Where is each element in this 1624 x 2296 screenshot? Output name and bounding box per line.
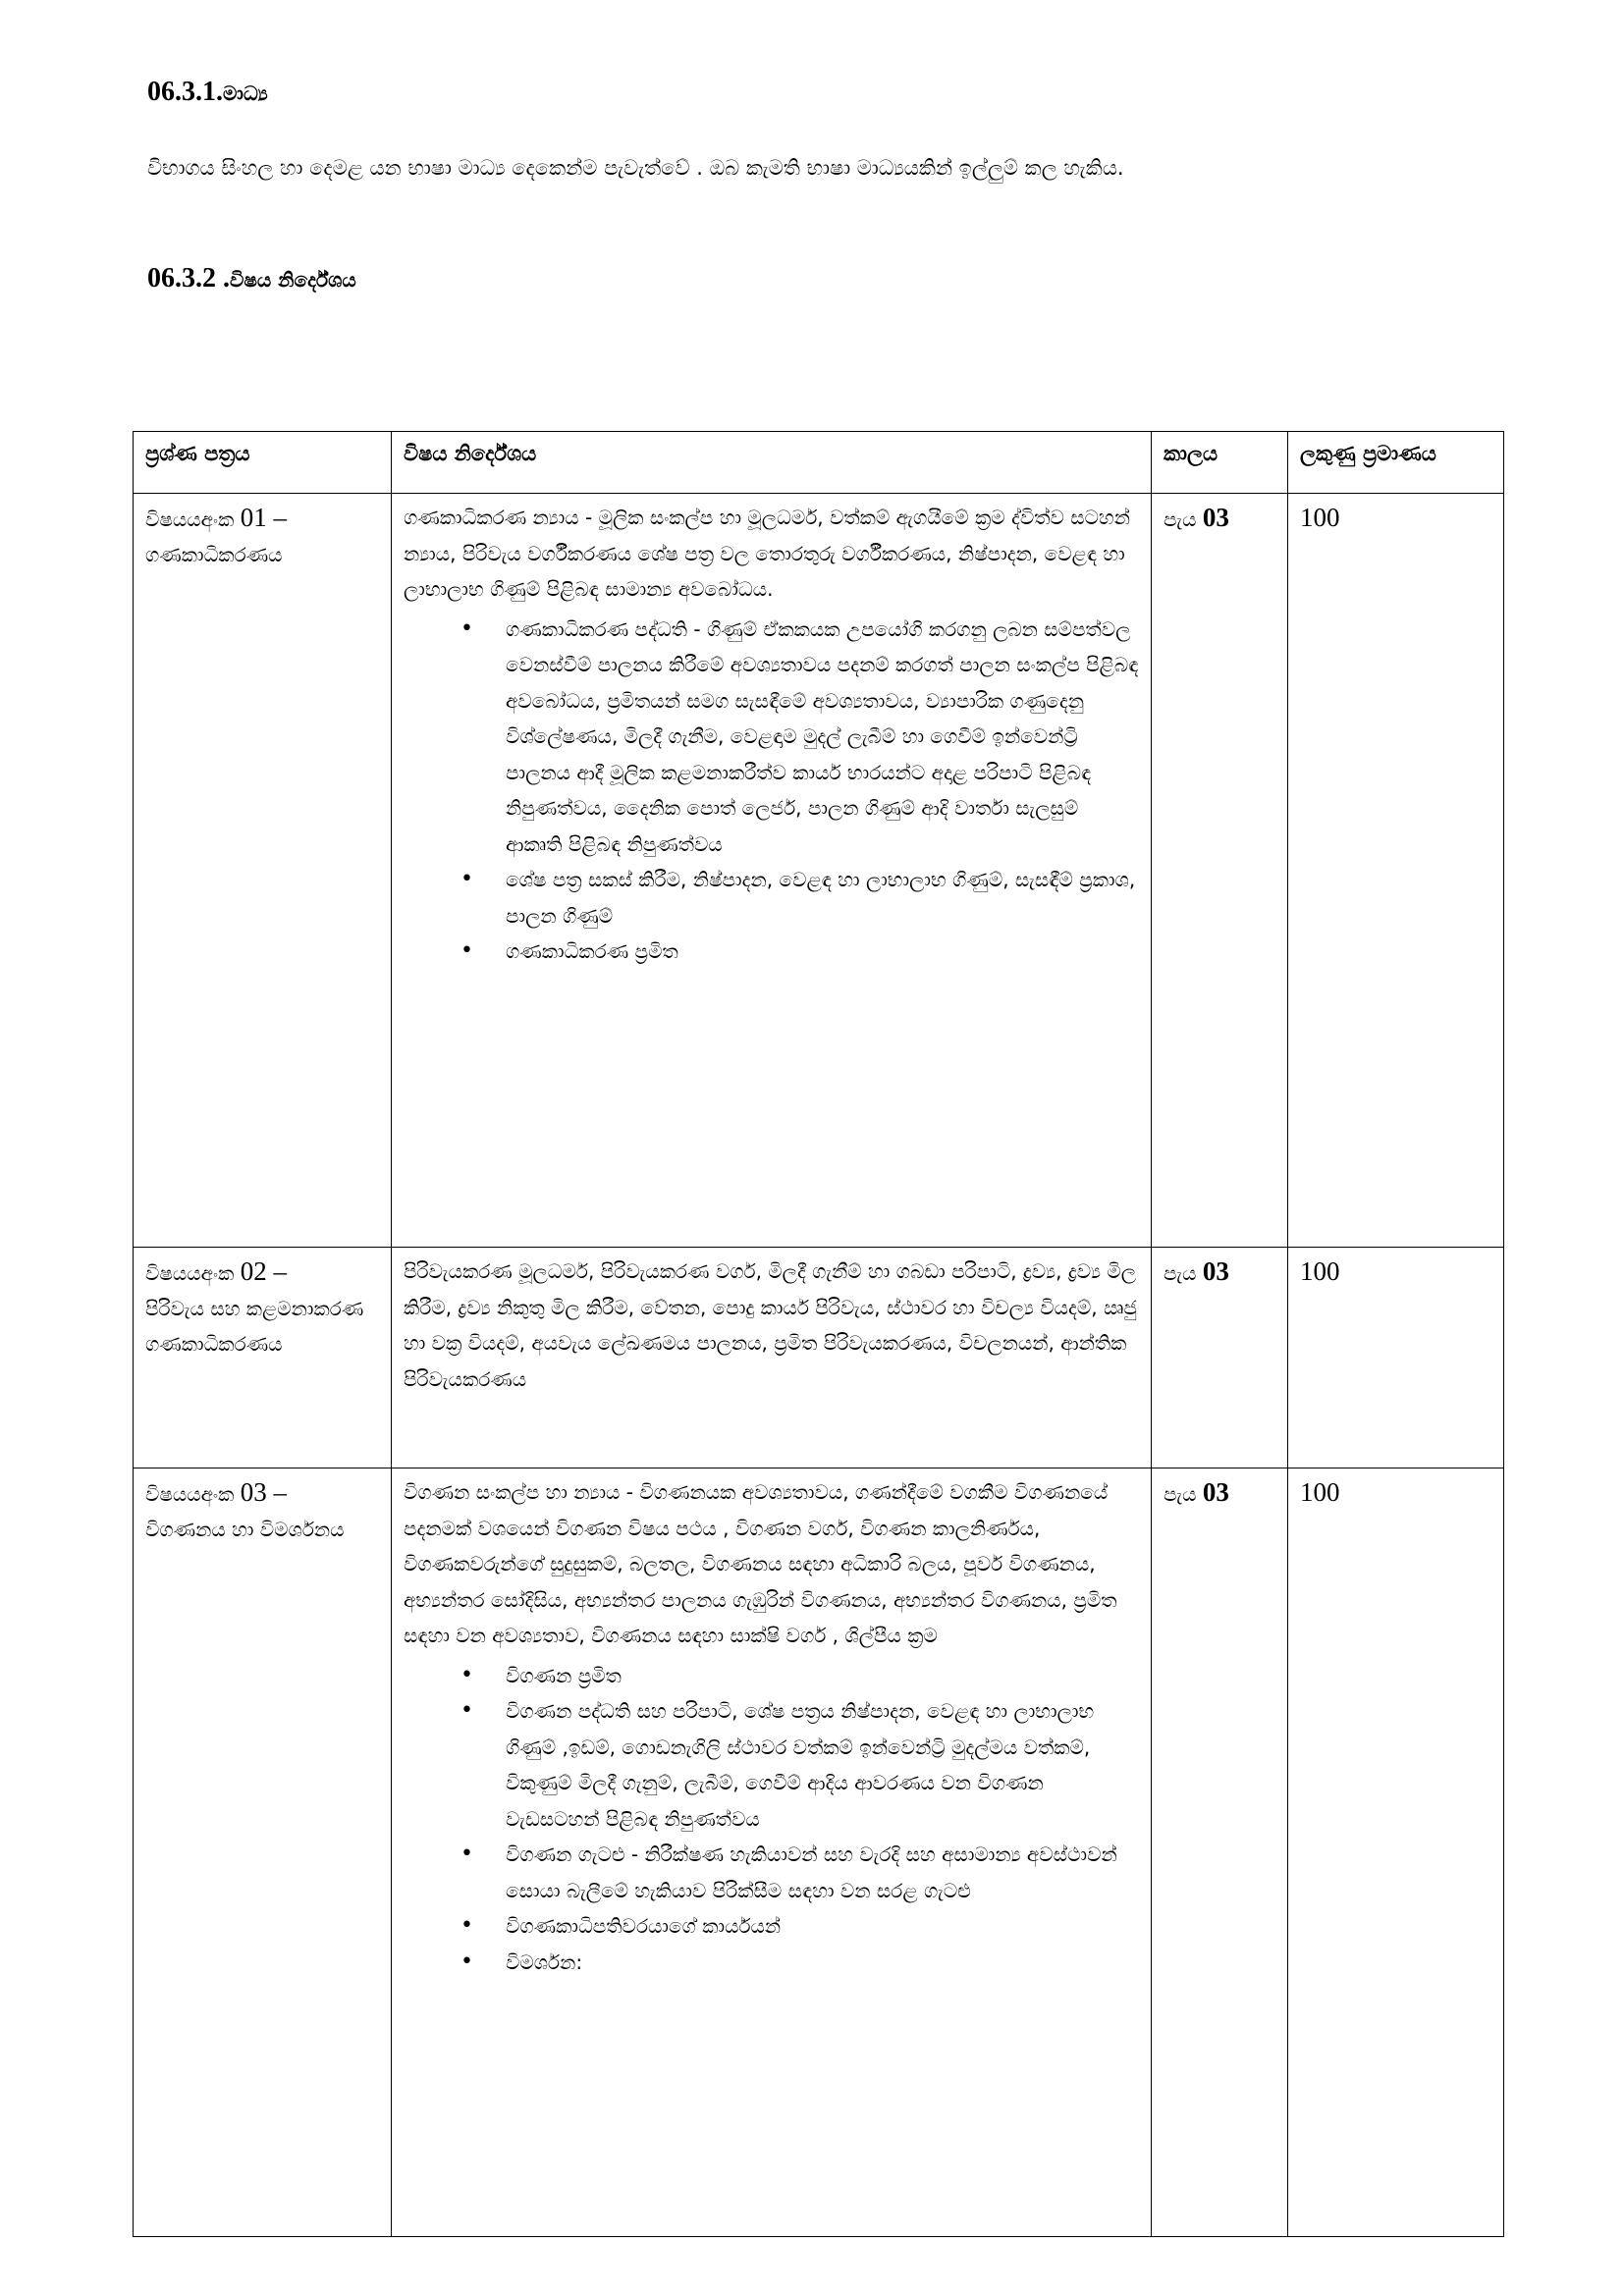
list-item: • ගණකාධිකරණ ප්‍රමිත bbox=[506, 934, 1139, 970]
header-paper: ප්‍රශ්ණ පත්‍රය bbox=[134, 432, 392, 494]
section-title: විෂය නිර්දේශය bbox=[230, 268, 356, 292]
syllabus-cell bbox=[392, 1468, 1152, 2237]
table-header-row bbox=[134, 432, 1504, 494]
paper-name: පිරිවැය සහ කළමනාකරණ ගණකාධිකරණය bbox=[145, 1297, 364, 1356]
paper-number: 03 – bbox=[240, 1477, 287, 1507]
list-item: • විගණන ප්‍රමිත bbox=[506, 1658, 1139, 1694]
paper-name: ගණකාධිකරණය bbox=[145, 543, 283, 566]
syllabus-bullet-list bbox=[404, 1658, 1139, 1981]
syllabus-intro: ගණකාධිකරණ න්‍යාය - මූලික සංකල්ප හා මූලධර්ම, වත්කම් ඇගයීමේ ක්‍රම ද්විත්ව සටහන් න්‍යාය, පිරිවැය වර්ගීකරණය ශේෂ පත්‍ර වල තොරතුරු වර්ගීකරණය, නිෂ්පාදන, වෙළඳ හා ලාභාලාභ ගිණුම් පිළිබඳ සාමාන්‍ය අවබෝධය. bbox=[404, 506, 1130, 601]
paper-number: 01 – bbox=[240, 503, 287, 532]
section-heading-syllabus bbox=[147, 263, 356, 294]
paper-name: විගණනය හා විමර්ශනය bbox=[145, 1518, 345, 1541]
syllabus-bullet-list bbox=[404, 612, 1139, 970]
duration-number: 03 bbox=[1202, 1477, 1229, 1507]
medium-paragraph: විභාගය සිංහල හා දෙමළ යන භාෂා මාධ්‍ය දෙකෙන්ම පැවැත්වේ . ඔබ කැමති භාෂා මාධ්‍යයකින් ඉල්ලුම් කල හැකිය. bbox=[147, 156, 1124, 180]
section-heading-medium bbox=[147, 77, 268, 108]
marks-cell: 100 bbox=[1288, 494, 1504, 1248]
paper-cell bbox=[134, 1468, 392, 2237]
syllabus-cell bbox=[392, 1248, 1152, 1468]
paper-prefix: විෂයයඅංක bbox=[145, 507, 241, 531]
list-item: • විගණන පද්ධති සහ පරිපාටි, ශේෂ පත්‍රය නිෂ්පාදන, වෙළඳ හා ලාභාලාභ ගිණුම් ,ඉඩම්, ගොඩනැගිලි ස්ථාවර වත්කම් ඉන්වෙන්ට්‍රි මුදල්මය වත්කම්, විකුණුම් මිලදී ගැනුම්, ලැබීම්, ගෙවීම් ආදිය ආවරණය වන විගණන වැඩසටහන් පිළිබඳ නිපුණත්වය bbox=[506, 1693, 1139, 1837]
duration-cell bbox=[1152, 1248, 1288, 1468]
table-row bbox=[134, 1468, 1504, 2237]
marks-cell: 100 bbox=[1288, 1468, 1504, 2237]
paper-cell bbox=[134, 494, 392, 1248]
syllabus-intro: පිරිවැයකරණ මූලධර්ම, පිරිවැයකරණ වර්ග, මිලදී ගැනීම් හා ගබඩා පරිපාටි, ද්‍රව්‍ය, ද්‍රව්‍ය මිල කිරීම, ද්‍රව්‍ය නිකුතු මිල කිරීම, වේතන, පොදු කාර්ය පිරිවැය, ස්ථාවර හා විචල්‍ය වියදම්, ඍජු හා වක්‍ර වියදම්, අයවැය ලේඛණමය පාලනය, ප්‍රමිත පිරිවැයකරණය, විචලනයන්, ආන්තික පිරිවැයකරණය bbox=[404, 1259, 1137, 1391]
header-syllabus: විෂය නිර්දේශය bbox=[392, 432, 1152, 494]
marks-cell: 100 bbox=[1288, 1248, 1504, 1468]
table-row bbox=[134, 1248, 1504, 1468]
section-number: 06.3.2 . bbox=[147, 263, 230, 294]
list-item: • විගණන ගැටළු - නිරීක්ෂණ හැකියාවන් සහ වැරදි සහ අසාමාන්‍ය අවස්ථාවන් සොයා බැලීමේ හැකියාව පිරික්සීම සඳහා වන සරළ ගැටළු bbox=[506, 1837, 1139, 1908]
duration-prefix: පැය bbox=[1164, 1482, 1203, 1506]
paper-number: 02 – bbox=[240, 1256, 287, 1286]
list-item: • විමර්ශන: bbox=[506, 1945, 1139, 1981]
section-number: 06.3.1. bbox=[147, 77, 223, 107]
syllabus-cell bbox=[392, 494, 1152, 1248]
header-marks: ලකුණු ප්‍රමාණය bbox=[1288, 432, 1504, 494]
paper-cell bbox=[134, 1248, 392, 1468]
list-item: • ශේෂ පත්‍ර සකස් කිරීම, නිෂ්පාදන, වෙළඳ හා ලාභාලාභ ගිණුම්, සැසඳීම් ප්‍රකාශ, පාලන ගිණුම් bbox=[506, 862, 1139, 934]
section-title: මාධ්‍ය bbox=[223, 81, 268, 105]
duration-number: 03 bbox=[1202, 503, 1229, 532]
syllabus-intro: විගණන සංකල්ප හා න්‍යාය - විගණනයක අවශ්‍යතාවය, ගණන්දීමේ වගකීම විගණනයේ පදනමක් වශයෙන් විගණන විෂය පථය , විගණන වර්ග, විගණන කාලනිර්ණය, විගණකවරුන්ගේ සුදුසුකම්, බලතල, විගණනය සඳහා අධිකාරි බලය, පූර්ව විගණනය, අභ්‍යන්තර සෝදිසිය, අභ්‍යන්තර පාලනය ගැඹුරින් විගණනය, අභ්‍යන්තර විගණනය, ප්‍රමිත සඳහා වන අවශ්‍යතාව, විගණනය සඳහා සාක්ෂි වර්ග , ශිල්පීය ක්‍රම bbox=[404, 1480, 1117, 1647]
duration-prefix: පැය bbox=[1164, 1261, 1203, 1285]
paper-prefix: විෂයයඅංක bbox=[145, 1261, 241, 1285]
duration-prefix: පැය bbox=[1164, 507, 1203, 531]
duration-cell bbox=[1152, 494, 1288, 1248]
duration-cell bbox=[1152, 1468, 1288, 2237]
paper-prefix: විෂයයඅංක bbox=[145, 1482, 241, 1506]
list-item: • විගණකාධිපතිවරයාගේ කාර්යයන් bbox=[506, 1908, 1139, 1945]
header-duration: කාලය bbox=[1152, 432, 1288, 494]
duration-number: 03 bbox=[1202, 1256, 1229, 1286]
syllabus-table bbox=[133, 431, 1504, 2237]
list-item: • ගණකාධිකරණ පද්ධති - ගිණුම් ඒකකයක උපයෝගි කරගනු ලබන සම්පත්වල වෙනස්වීම් පාලනය කිරීමේ අවශ්‍යතාවය පදනම් කරගත් පාලන සංකල්ප පිළිබඳ අවබෝධය, ප්‍රමිතයන් සමග සැසඳීමේ අවශ්‍යතාවය, ව්‍යාපාරික ගණුදෙනු විශ්ලේෂණය, මිලදී ගැනීම, වෙළඳාම මුදල් ලැබීම් හා ගෙවීම් ඉන්වෙන්ට්‍රි පාලනය ආදී මූලික කළමනාකරීත්ව කාර්ය භාරයන්ට අදාළ පරිපාටි පිළිබඳ නිපුණත්වය, දෛනික පොත් ලෙජර්, පාලන ගිණුම් ආදි වාර්තා සැලසුම් ආකෘති පිළිබඳ නිපුණත්වය bbox=[506, 612, 1139, 863]
table-row bbox=[134, 494, 1504, 1248]
